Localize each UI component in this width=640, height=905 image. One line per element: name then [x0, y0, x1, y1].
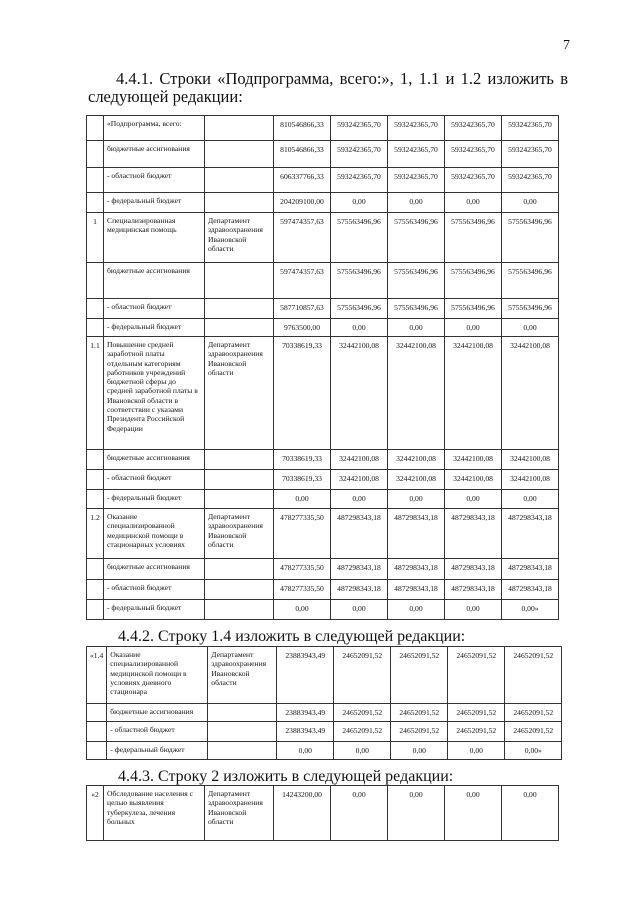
table-cell-v2: 24652091,52: [334, 722, 391, 742]
table-cell-num: [87, 263, 104, 299]
table-row: [87, 742, 562, 760]
table-cell-v1: 204209100,00: [274, 193, 331, 213]
table-cell-num: «1.4: [87, 647, 107, 704]
table-cell-v1: 70338619,33: [274, 450, 331, 470]
page-number: 7: [563, 38, 570, 53]
table-cell-exec: Департамент здравоохранения Ивановской области: [208, 647, 277, 704]
table-cell-exec: [205, 559, 274, 580]
table-cell-v2: 487298343,18: [331, 580, 388, 600]
table-cell-name: Повышение средней заработной платы отдельным категориям работников учреждений бюджетной сферы до средней заработной платы в Ивановской области в соответствии с указами Президента Российской Федерации: [104, 337, 205, 450]
section-heading-4-4-2: 4.4.2. Строку 1.4 изложить в следующей редакции:: [118, 628, 466, 645]
table-cell-num: [87, 168, 104, 193]
table-cell-name: - областной бюджет: [104, 470, 205, 490]
table-cell-name: бюджетные ассигнования: [107, 704, 208, 722]
table-cell-v4: 487298343,18: [445, 559, 502, 580]
table-cell-v4: 593242365,70: [445, 116, 502, 141]
table-row: [87, 337, 559, 450]
table-cell-v3: 24652091,52: [391, 647, 448, 704]
table-cell-v1: 478277335,50: [274, 509, 331, 559]
table-row: [87, 580, 559, 600]
table-cell-name: Специализированная медицинская помощь: [104, 213, 205, 263]
table-cell-v3: 0,00: [388, 490, 445, 509]
table-cell-v1: 23883943,49: [277, 704, 334, 722]
section-heading-4-4-1: 4.4.1. Строки «Подпрограмма, всего:», 1, 1.1 и 1.2 изложить в следующей редакции:: [88, 69, 568, 106]
table-cell-v1: 597474357,63: [274, 263, 331, 299]
table-cell-v1: 0,00: [277, 742, 334, 760]
table-row: [87, 786, 559, 841]
table-row: [87, 490, 559, 509]
table-cell-name: Оказание специализированной медицинской помощи в стационарных условиях: [104, 509, 205, 559]
table-cell-v1: 810546866,33: [274, 141, 331, 168]
table-cell-v5: 32442100,08: [502, 450, 559, 470]
table-cell-v3: 32442100,08: [388, 470, 445, 490]
table-cell-num: [87, 704, 107, 722]
table-cell-v5: 32442100,08: [502, 470, 559, 490]
table-cell-num: 1.1: [87, 337, 104, 450]
table-cell-exec: [205, 116, 274, 141]
section-heading-4-4-3: 4.4.3. Строку 2 изложить в следующей редакции:: [118, 768, 454, 785]
table-cell-exec: [205, 193, 274, 213]
table-cell-v2: 0,00: [331, 786, 388, 841]
table-cell-v3: 24652091,52: [391, 722, 448, 742]
table-cell-exec: Департамент здравоохранения Ивановской области: [205, 786, 274, 841]
table-cell-num: [87, 319, 104, 337]
table-cell-v1: 597474357,63: [274, 213, 331, 263]
table-cell-v5: 487298343,18: [502, 509, 559, 559]
table-cell-v5: 0,00: [502, 490, 559, 509]
table-cell-num: «2: [87, 786, 104, 841]
table-cell-exec: [205, 141, 274, 168]
table-cell-v2: 32442100,08: [331, 470, 388, 490]
table-cell-v4: 575563496,96: [445, 299, 502, 319]
table-cell-num: [87, 600, 104, 620]
table-cell-v5: 0,00: [502, 786, 559, 841]
table-cell-num: [87, 193, 104, 213]
table-cell-v4: 487298343,18: [445, 580, 502, 600]
table-cell-name: бюджетные ассигнования: [104, 263, 205, 299]
table-row: [87, 509, 559, 559]
table-cell-v2: 32442100,08: [331, 337, 388, 450]
table-cell-v5: 487298343,18: [502, 559, 559, 580]
table-cell-name: «Подпрограмма, всего:: [104, 116, 205, 141]
table-cell-v3: 0,00: [391, 742, 448, 760]
table-cell-num: [87, 141, 104, 168]
table-row: [87, 704, 562, 722]
table-cell-v1: 478277335,50: [274, 580, 331, 600]
table-cell-exec: [205, 263, 274, 299]
table-row: [87, 116, 559, 141]
table-cell-v2: 0,00: [331, 193, 388, 213]
table-cell-name: - областной бюджет: [104, 299, 205, 319]
table-cell-v2: 593242365,70: [331, 168, 388, 193]
table-cell-v1: 478277335,50: [274, 559, 331, 580]
table-cell-num: [87, 722, 107, 742]
table-cell-name: - федеральный бюджет: [107, 742, 208, 760]
table-cell-v5: 24652091,52: [505, 647, 562, 704]
table-cell-v3: 487298343,18: [388, 559, 445, 580]
table-cell-num: [87, 116, 104, 141]
table-cell-v4: 0,00: [445, 193, 502, 213]
table-cell-exec: Департамент здравоохранения Ивановской области: [205, 509, 274, 559]
table-cell-name: бюджетные ассигнования: [104, 559, 205, 580]
table-cell-exec: [205, 319, 274, 337]
table-cell-name: бюджетные ассигнования: [104, 450, 205, 470]
table-cell-v3: 487298343,18: [388, 509, 445, 559]
table-cell-v2: 487298343,18: [331, 559, 388, 580]
table-cell-name: - федеральный бюджет: [104, 319, 205, 337]
table-cell-v1: 70338619,33: [274, 470, 331, 490]
table-cell-v3: 0,00: [388, 786, 445, 841]
table-cell-name: - областной бюджет: [104, 168, 205, 193]
table-cell-v2: 0,00: [331, 600, 388, 620]
table-cell-name: Оказание специализированной медицинской помощи в условиях дневного стационара: [107, 647, 208, 704]
table-cell-v2: 32442100,08: [331, 450, 388, 470]
table-cell-v4: 593242365,70: [445, 168, 502, 193]
table-cell-v1: 606337766,33: [274, 168, 331, 193]
table-cell-name: Обследование населения с целью выявления туберкулеза, лечения больных: [104, 786, 205, 841]
table-cell-v4: 24652091,52: [448, 704, 505, 722]
table-cell-v5: 32442100,08: [502, 337, 559, 450]
table-cell-exec: Департамент здравоохранения Ивановской области: [205, 337, 274, 450]
table-cell-exec: [208, 742, 277, 760]
budget-table-row-2: [86, 785, 559, 841]
table-cell-exec: [205, 299, 274, 319]
table-cell-num: [87, 742, 107, 760]
table-row: [87, 600, 559, 620]
table-cell-v3: 0,00: [388, 319, 445, 337]
table-cell-v4: 487298343,18: [445, 509, 502, 559]
table-cell-v4: 24652091,52: [448, 722, 505, 742]
table-row: [87, 168, 559, 193]
table-cell-v3: 0,00: [388, 193, 445, 213]
table-row: [87, 193, 559, 213]
table-cell-num: 1.2: [87, 509, 104, 559]
table-cell-v1: 587710857,63: [274, 299, 331, 319]
table-cell-v2: 24652091,52: [334, 704, 391, 722]
table-cell-v5: 0,00: [502, 319, 559, 337]
table-cell-v2: 0,00: [331, 319, 388, 337]
table-cell-v5: 593242365,70: [502, 116, 559, 141]
table-cell-v3: 24652091,52: [391, 704, 448, 722]
table-cell-num: [87, 580, 104, 600]
table-cell-num: [87, 450, 104, 470]
table-cell-v4: 0,00: [445, 600, 502, 620]
table-cell-v3: 575563496,96: [388, 263, 445, 299]
table-cell-exec: [205, 470, 274, 490]
table-cell-v5: 0,00: [502, 193, 559, 213]
table-cell-exec: [205, 450, 274, 470]
table-cell-exec: [205, 580, 274, 600]
table-cell-v3: 593242365,70: [388, 168, 445, 193]
table-cell-v3: 593242365,70: [388, 116, 445, 141]
table-cell-num: [87, 299, 104, 319]
table-cell-v3: 575563496,96: [388, 213, 445, 263]
table-cell-name: бюджетные ассигнования: [104, 141, 205, 168]
table-cell-v3: 32442100,08: [388, 450, 445, 470]
table-cell-v3: 487298343,18: [388, 580, 445, 600]
table-cell-exec: Департамент здравоохранения Ивановской области: [205, 213, 274, 263]
table-cell-v1: 810546866,33: [274, 116, 331, 141]
table-cell-num: [87, 470, 104, 490]
table-cell-v3: 575563496,96: [388, 299, 445, 319]
table-cell-v4: 575563496,96: [445, 213, 502, 263]
table-cell-v3: 0,00: [388, 600, 445, 620]
table-cell-v5: 24652091,52: [505, 704, 562, 722]
table-cell-v2: 0,00: [331, 490, 388, 509]
table-cell-v4: 0,00: [445, 319, 502, 337]
table-cell-v2: 0,00: [334, 742, 391, 760]
budget-table-row-1-4: [86, 646, 562, 760]
table-cell-name: - федеральный бюджет: [104, 490, 205, 509]
table-cell-name: - областной бюджет: [104, 580, 205, 600]
table-cell-v5: 487298343,18: [502, 580, 559, 600]
table-cell-exec: [208, 722, 277, 742]
table-cell-v2: 24652091,52: [334, 647, 391, 704]
table-cell-v1: 9763500,00: [274, 319, 331, 337]
table-cell-exec: [205, 600, 274, 620]
table-cell-name: - федеральный бюджет: [104, 193, 205, 213]
table-cell-v4: 0,00: [448, 742, 505, 760]
table-cell-v5: 0,00»: [502, 600, 559, 620]
table-row: [87, 213, 559, 263]
table-row: [87, 299, 559, 319]
table-cell-v5: 24652091,52: [505, 722, 562, 742]
table-cell-v4: 0,00: [445, 786, 502, 841]
table-cell-v4: 32442100,08: [445, 337, 502, 450]
table-cell-v4: 24652091,52: [448, 647, 505, 704]
table-cell-v4: 575563496,96: [445, 263, 502, 299]
table-cell-v3: 32442100,08: [388, 337, 445, 450]
table-cell-v5: 575563496,96: [502, 263, 559, 299]
budget-table-subprogram: [86, 115, 559, 620]
table-cell-v1: 70338619,33: [274, 337, 331, 450]
table-cell-exec: [205, 168, 274, 193]
table-row: [87, 722, 562, 742]
table-cell-v4: 0,00: [445, 490, 502, 509]
table-cell-v2: 593242365,70: [331, 141, 388, 168]
table-row: [87, 141, 559, 168]
table-row: [87, 263, 559, 299]
table-cell-v1: 23883943,49: [277, 722, 334, 742]
table-cell-v5: 575563496,96: [502, 299, 559, 319]
table-row: [87, 450, 559, 470]
table-cell-v3: 593242365,70: [388, 141, 445, 168]
table-cell-v2: 575563496,96: [331, 263, 388, 299]
table-row: [87, 319, 559, 337]
table-cell-exec: [205, 490, 274, 509]
table-cell-v1: 14243200,00: [274, 786, 331, 841]
table-cell-v5: 575563496,96: [502, 213, 559, 263]
table-cell-v5: 593242365,70: [502, 141, 559, 168]
table-cell-num: [87, 559, 104, 580]
table-cell-v1: 0,00: [274, 600, 331, 620]
table-row: [87, 559, 559, 580]
table-cell-v5: 0,00»: [505, 742, 562, 760]
table-cell-v4: 593242365,70: [445, 141, 502, 168]
table-cell-v2: 575563496,96: [331, 213, 388, 263]
table-cell-v5: 593242365,70: [502, 168, 559, 193]
table-row: [87, 647, 562, 704]
table-cell-num: [87, 490, 104, 509]
table-cell-v1: 0,00: [274, 490, 331, 509]
table-cell-v2: 593242365,70: [331, 116, 388, 141]
table-cell-v4: 32442100,08: [445, 450, 502, 470]
table-cell-v4: 32442100,08: [445, 470, 502, 490]
table-cell-v2: 575563496,96: [331, 299, 388, 319]
table-cell-v2: 487298343,18: [331, 509, 388, 559]
table-row: [87, 470, 559, 490]
table-cell-num: 1: [87, 213, 104, 263]
table-cell-exec: [208, 704, 277, 722]
table-cell-name: - федеральный бюджет: [104, 600, 205, 620]
table-cell-name: - областной бюджет: [107, 722, 208, 742]
table-cell-v1: 23883943,49: [277, 647, 334, 704]
